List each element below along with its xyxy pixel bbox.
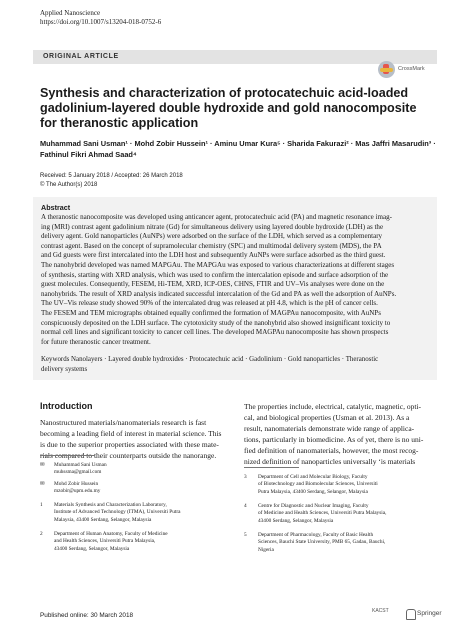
affiliation-footnote <box>244 532 436 556</box>
article-title <box>40 86 420 131</box>
author-line: Muhammad Sani Usman¹ · Mohd Zobir Hussein¹ · Aminu Umar Kura⁵ · Sharida Fakurazi² · Mas Jaffri Masarudin³ · <box>40 139 436 148</box>
footnote-line: Malaysia, 43400 Serdang, Selangor, Malaysia <box>54 516 152 523</box>
footnote-line: of Medicine and Health Sciences, Universiti Putra Malaysia, <box>258 510 387 517</box>
body-line: fied definition of nanomaterials, however, the most recog- <box>244 446 419 455</box>
publisher-logo <box>372 606 442 624</box>
abstract-line: The nanohybrid developed was named MAPGAu. The MAPGAu was exposed to various characterizations at different stages <box>41 260 395 269</box>
body-line: result, nanomaterials demonstrate wide range of applica- <box>244 424 415 433</box>
abstract-line: conspicuously deposited on the LDH surface. The cytotoxicity study of the nanohybrid also showed insignificant toxicity to <box>41 318 391 327</box>
footnote-line: Department of Human Anatomy, Faculty of Medicine <box>54 531 168 537</box>
footnote-line: Department of Cell and Molecular Biology, Faculty <box>258 474 368 480</box>
kacst-logo: KACST <box>372 608 389 614</box>
keywords-line: delivery systems <box>41 366 88 373</box>
abstract-line: ing (MRI) contrast agent gadolinium nitrate (Gd) for simultaneous delivery using layered double hydroxide (LDH) as the <box>41 222 384 231</box>
footnote-line: Putra Malaysia, 43400 Serdang, Selangor, Malaysia <box>258 488 368 495</box>
abstract-line: normal cell lines and significant toxicity to cancer cell lines. The developed MAGPAu nanocomposite has shown prospects <box>41 328 389 337</box>
abstract-line: and Gd guests were first intercalated into the LDH host and subsequently AuNPs were surface adsorbed as the third guest. <box>41 251 386 260</box>
keywords-text <box>41 355 378 375</box>
keywords-box <box>33 352 437 380</box>
affiliation-footnote <box>40 502 230 526</box>
abstract-text <box>41 213 433 347</box>
springer-label: Springer <box>417 610 442 617</box>
abstract-heading: Abstract <box>41 203 71 212</box>
author-line: Fathinul Fikri Ahmad Saad⁴ <box>40 150 137 159</box>
body-line: tions, particularly in biomedicine. As of yet, there is no uni- <box>244 435 424 444</box>
abstract-line: nanohybrids. The result of XRD analysis indicated successful intercalation of the Gd and PA as well the adsorption of AuNPs. <box>41 289 397 298</box>
body-line: cal, and biological properties (Usman et al. 2013). As a <box>244 413 410 422</box>
crossmark-icon <box>378 61 395 78</box>
affiliation-number: 4 <box>244 503 247 509</box>
copyright: © The Author(s) 2018 <box>40 182 98 188</box>
footnote-line: Institute of Advanced Technology (ITMA), Universiti Putra <box>54 509 181 516</box>
article-type-banner <box>33 50 437 64</box>
affiliation-number: 2 <box>40 531 43 537</box>
affiliation-footnote <box>244 503 436 527</box>
footnote-line: Sciences, Bauchi State University, PMB 65, Gadau, Bauchi, <box>258 539 386 546</box>
body-line: is due to the superior properties associated with these mate- <box>40 440 219 449</box>
journal-name: Applied Nanoscience <box>40 9 101 17</box>
mail-icon: ✉ <box>40 462 45 468</box>
footnote-line: Muhammad Sani Usman <box>54 462 107 468</box>
crossmark-label: CrossMark <box>398 66 425 72</box>
mail-icon: ✉ <box>40 481 45 487</box>
abstract-line: The FESEM and TEM micrographs obtained equally confirmed the formation of MAGPAu nanocomposite, with AuNPs <box>41 308 381 317</box>
footnote-divider <box>244 467 299 468</box>
correspondence-footnote <box>40 481 230 497</box>
abstract-line: The UV–Vis release study showed 90% of the intercalated drug was released at pH 4.8, which is the pH of cancer cells. <box>41 299 378 308</box>
footnote-line: Materials Synthesis and Characterization Laboratory, <box>54 502 167 508</box>
footnote-line: Mohd Zobir Hussein <box>54 481 99 487</box>
affiliation-footnote <box>244 474 436 498</box>
footnote-line: Department of Pharmacology, Faculty of Basic Health <box>258 532 374 538</box>
abstract-line: A theranostic nanocomposite was developed using anticancer agent, protocatechuic acid (PA) and magnetic resonance imag- <box>41 213 392 221</box>
affiliation-number: 1 <box>40 502 43 508</box>
title-line: for theranostic application <box>40 116 199 130</box>
affiliation-number: 5 <box>244 532 247 538</box>
journal-header <box>40 9 161 27</box>
footnote-line: Nigeria <box>258 546 274 553</box>
abstract-box <box>33 197 437 353</box>
published-date: Published online: 30 March 2018 <box>40 612 134 619</box>
abstract-line: of synthesis, starting with XRD analysis, which was used to confirm the intercalation episode and surface adsorption of the <box>41 270 389 279</box>
introduction-heading: Introduction <box>40 401 93 411</box>
abstract-line: guest molecules. Consequently, FESEM, Hi-TEM, XRD, ICP-OES, CHNS, FTIR and UV–Vis analyses were done on the <box>41 280 385 289</box>
affiliation-number: 3 <box>244 474 247 480</box>
title-line: gadolinium-layered double hydroxide and gold nanocomposite <box>40 101 417 115</box>
keywords-line: Keywords Nanolayers · Layered double hydroxides · Protocatechuic acid · Gadolinium · Gold nanoparticles · Theranostic <box>41 356 379 363</box>
article-type-label: ORIGINAL ARTICLE <box>43 53 119 60</box>
footnote-line: 43400 Serdang, Selangor, Malaysia <box>54 545 130 552</box>
article-dates <box>40 172 183 190</box>
body-line: Nanostructured materials/nanomaterials research is fast <box>40 418 207 427</box>
abstract-line: delivery agent. Gold nanoparticles (AuNPs) were adsorbed on the surface of the LDH, which served as a complementary <box>41 232 383 241</box>
footnote-line: 43400 Serdang, Selangor, Malaysia <box>258 517 334 524</box>
author-list <box>40 138 460 160</box>
introduction-right-column <box>244 401 436 467</box>
footnote-line: Centre for Diagnostic and Nuclear Imaging, Faculty <box>258 503 369 509</box>
footnote-divider <box>40 455 95 456</box>
footnote-line: of Biotechnology and Biomolecular Sciences, Universiti <box>258 481 378 488</box>
body-line: rials compared to their counterparts outside the nanorange. <box>40 451 217 460</box>
crossmark-badge[interactable] <box>378 61 423 83</box>
email-link[interactable]: mzobir@upm.edu.my <box>54 488 101 495</box>
abstract-line: for future theranostic cancer treatment. <box>41 337 151 346</box>
body-line: nized definition of nanoparticles universally ‘is materials <box>244 457 416 466</box>
affiliation-footnote <box>40 531 230 555</box>
email-link[interactable]: muhssma@gmail.com <box>54 469 102 476</box>
footnote-line: and Health Sciences, Universiti Putra Malaysia, <box>54 538 156 545</box>
abstract-line: contrast agent. Based on the concept of supramolecular chemistry (SPC) and multimodal delivery system (MDS), the PA <box>41 241 382 250</box>
body-line: The properties include, electrical, catalytic, magnetic, opti- <box>244 402 422 411</box>
received-accepted: Received: 5 January 2018 / Accepted: 26 March 2018 <box>40 173 183 179</box>
correspondence-footnote <box>40 462 230 478</box>
doi-link[interactable]: https://doi.org/10.1007/s13204-018-0752-6 <box>40 18 162 26</box>
title-line: Synthesis and characterization of protocatechuic acid-loaded <box>40 86 409 100</box>
springer-horse-icon <box>406 609 416 620</box>
body-line: becoming a leading field of interest in material science. This <box>40 429 222 438</box>
